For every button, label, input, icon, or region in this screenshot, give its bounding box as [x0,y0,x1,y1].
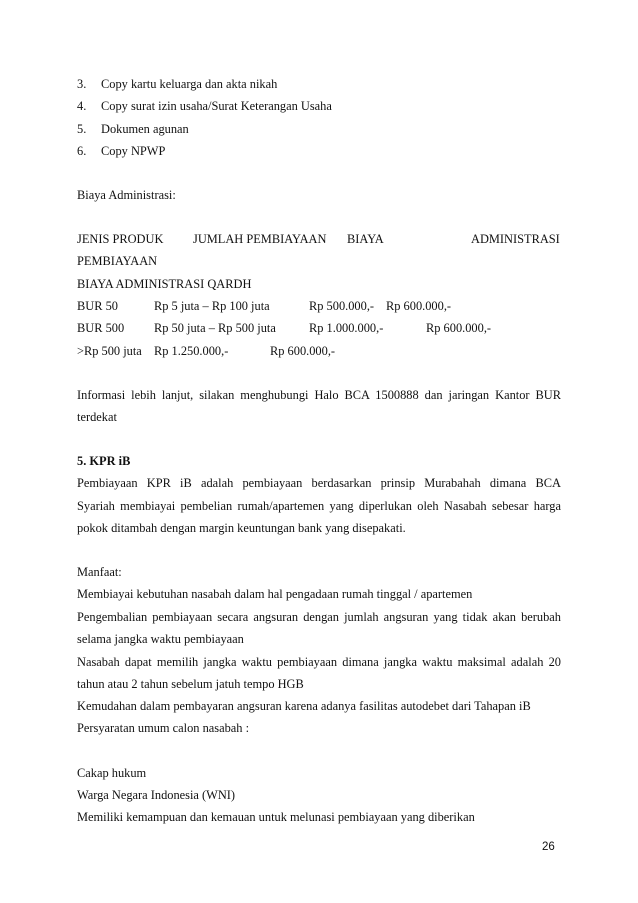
table-header-cell: JENIS PRODUK [77,232,164,246]
info-line: Informasi lebih lanjut, silakan menghubungi Halo BCA 1500888 dan jaringan Kantor BUR [77,388,561,402]
table-cell: Rp 600.000,- [386,299,452,313]
requirement-item: 4. Copy surat izin usaha/Surat Keterangan Usaha [77,99,332,113]
kpr-desc-line: Syariah membiayai pembelian rumah/apartemen yang diperlukan oleh Nasabah sebesar harga [77,499,561,513]
manfaat-line: Persyaratan umum calon nasabah : [77,721,250,735]
table-header-cell: BIAYA [347,232,384,246]
manfaat-line: tahun atau 2 tahun sebelum jatuh tempo HGB [77,677,304,691]
table-cell: Rp 1.000.000,- [309,321,384,335]
manfaat-line: selama jangka waktu pembiayaan [77,632,244,646]
manfaat-heading: Manfaat: [77,565,122,579]
syarat-line: Memiliki kemampuan dan kemauan untuk melunasi pembiayaan yang diberikan [77,810,475,824]
table-cell: Rp 600.000,- [426,321,492,335]
table-cell: Rp 1.250.000,- [154,344,229,358]
table-cell: Rp 600.000,- [270,344,336,358]
table-header-cell: ADMINISTRASI [471,232,560,246]
manfaat-line: Membiayai kebutuhan nasabah dalam hal pengadaan rumah tinggal / apartemen [77,587,473,601]
table-cell: Rp 500.000,- [309,299,375,313]
requirement-item: 5. Dokumen agunan [77,122,189,136]
kpr-desc-line: Pembiayaan KPR iB adalah pembiayaan berdasarkan prinsip Murabahah dimana BCA [77,476,561,490]
table-cell: >Rp 500 juta [77,344,142,358]
syarat-line: Cakap hukum [77,766,147,780]
table-cell: Rp 5 juta – Rp 100 juta [154,299,270,313]
kpr-desc-line: pokok ditambah dengan margin keuntungan bank yang disepakati. [77,521,406,535]
syarat-line: Warga Negara Indonesia (WNI) [77,788,236,802]
table-header-wrap: PEMBIAYAAN [77,254,158,268]
table-cell: BUR 50 [77,299,118,313]
table-cell: BUR 500 [77,321,125,335]
requirement-item: 3. Copy kartu keluarga dan akta nikah [77,77,278,91]
page-number: 26 [542,841,555,853]
table-cell: Rp 50 juta – Rp 500 juta [154,321,276,335]
manfaat-line: Nasabah dapat memilih jangka waktu pembiayaan dimana jangka waktu maksimal adalah 20 [77,655,561,669]
table-header-cell: JUMLAH PEMBIAYAAN [193,232,327,246]
qardh-heading: BIAYA ADMINISTRASI QARDH [77,277,252,291]
manfaat-line: Kemudahan dalam pembayaran angsuran karena adanya fasilitas autodebet dari Tahapan iB [77,699,531,713]
requirement-item: 6. Copy NPWP [77,144,166,158]
admin-heading: Biaya Administrasi: [77,188,176,202]
info-line: terdekat [77,410,117,424]
kpr-section-title: 5. KPR iB [77,454,131,468]
manfaat-line: Pengembalian pembiayaan secara angsuran dengan jumlah angsuran yang tidak akan berubah [77,610,561,624]
